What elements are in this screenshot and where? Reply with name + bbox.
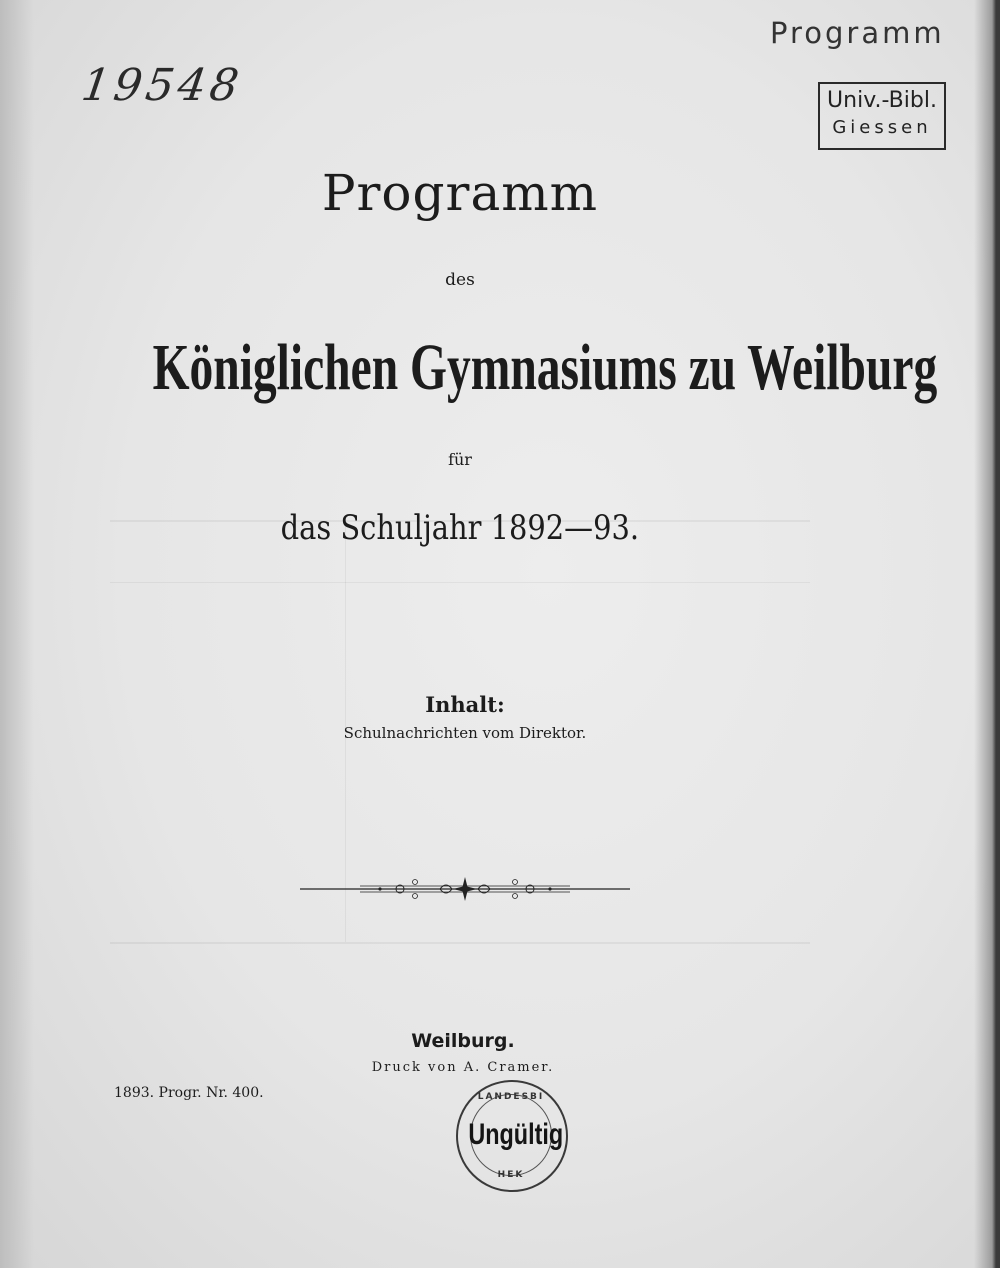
contents-label: Inhalt: (425, 692, 505, 717)
ornament-divider (300, 874, 630, 904)
library-stamp (818, 82, 946, 150)
school-name-text: Königlichen Gymnasiums zu Weilburg (152, 331, 938, 404)
contents-text: Schulnachrichten vom Direktor. (343, 724, 587, 742)
school-year (0, 508, 920, 548)
library-stamp-line2: Giessen (832, 117, 932, 138)
title-des: des (445, 270, 475, 290)
stamp-ring-text-bottom: HEK (497, 1170, 525, 1180)
invalid-overprint: Ungültig (468, 1118, 564, 1151)
publication-place: Weilburg. (411, 1030, 515, 1052)
school-year-text: das Schuljahr 1892—93. (280, 508, 640, 548)
page-title: Programm (321, 164, 599, 222)
library-stamp-line1: Univ.-Bibl. (827, 88, 937, 113)
printer-line: Druck von A. Cramer. (371, 1060, 555, 1075)
program-stamp: Programm (770, 16, 945, 50)
program-number: 1893. Progr. Nr. 400. (114, 1085, 264, 1101)
ornament-icon (300, 874, 630, 904)
title-fuer: für (448, 450, 472, 469)
school-name (0, 330, 938, 406)
round-library-stamp (456, 1080, 568, 1192)
right-edge-shadow (974, 0, 1000, 1268)
handwritten-shelf-number: 19548 (78, 60, 246, 111)
stamp-ring-text-top: LANDESBI (477, 1092, 545, 1102)
